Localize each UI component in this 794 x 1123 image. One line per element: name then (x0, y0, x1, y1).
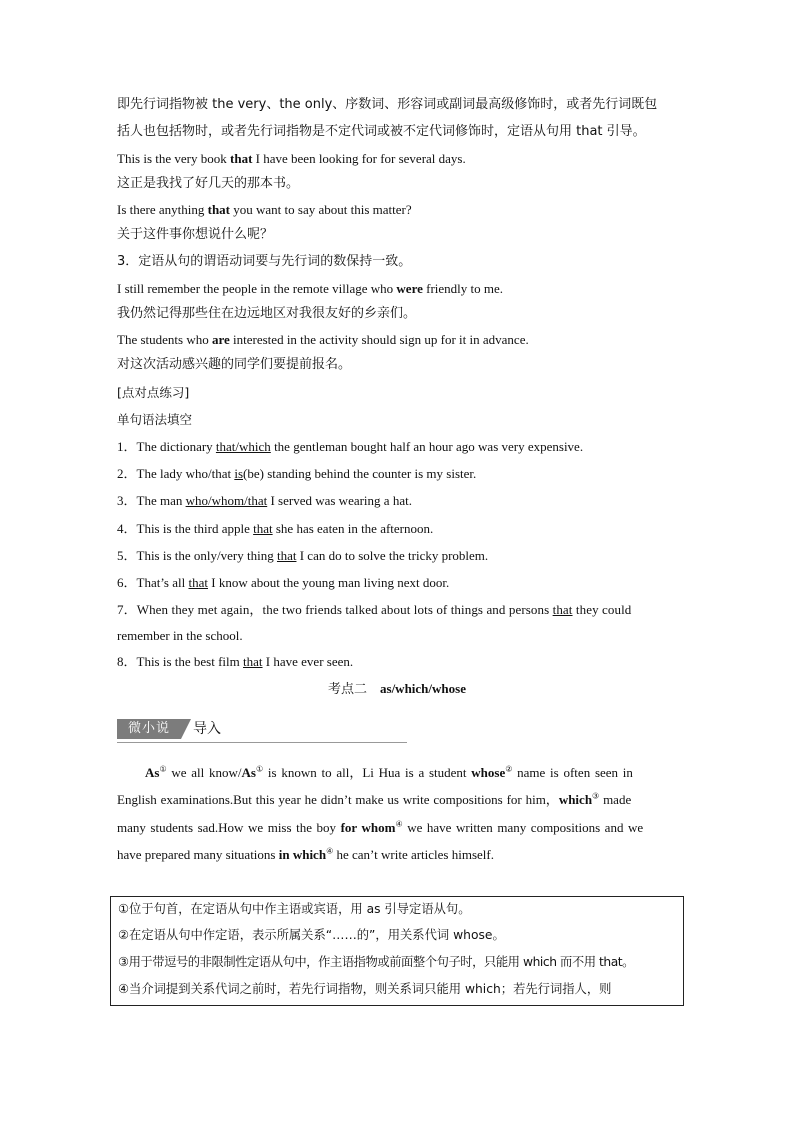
story-line: many students sad.How we miss the boy for whom④ we have written many compositions and we (117, 819, 644, 835)
banner-underline (117, 742, 407, 743)
answer-blank: that (188, 575, 208, 590)
banner-arrow (181, 719, 191, 739)
notes-box (110, 896, 684, 1006)
answer-blank: that (276, 548, 297, 563)
exercise-item: 8．This is the best film that I have ever seen. (117, 654, 354, 669)
banner-label: 导入 (193, 721, 221, 737)
note-item: ③用于带逗号的非限制性定语从句中，作主语指物或前面整个句子时，只能用 which 而不用 that。 (118, 955, 635, 969)
answer-blank: that (552, 602, 573, 617)
rule-3: 3．定语从句的谓语动词要与先行词的数保持一致。 (117, 254, 412, 269)
story-line: have prepared many situations in which④ he can’t write articles himself. (117, 846, 494, 862)
example-sentence: Is there anything that you want to say about this matter? (117, 202, 412, 217)
exercise-item: 1．The dictionary that/which the gentleman bought half an hour ago was very expensive. (117, 439, 584, 454)
answer-blank: that (253, 521, 273, 536)
section-title: 考点二 as/which/whose (328, 681, 466, 697)
micro-story-banner (117, 717, 407, 743)
story-line: English examinations.But this year he didn’t make us write compositions for him，which③ made (117, 791, 632, 807)
example-translation: 对这次活动感兴趣的同学们要提前报名。 (117, 357, 352, 372)
intro-line-1: 即先行词指物被 the very、the only、序数词、形容词或副词最高级修饰时，或者先行词既包 (117, 97, 658, 112)
banner-box: 微小说 (117, 719, 181, 739)
exercise-item: 2．The lady who/that is(be) standing behind the counter is my sister. (117, 466, 477, 481)
exercise-item: 4．This is the third apple that she has eaten in the afternoon. (117, 521, 434, 536)
example-translation: 这正是我找了好几天的那本书。 (117, 176, 300, 191)
exercise-item: 5．This is the only/very thing that I can do to solve the tricky problem. (117, 548, 489, 563)
answer-blank: that/which (215, 439, 271, 454)
exercise-item: 7．When they met again，the two friends talked about lots of things and persons that they could (117, 602, 632, 617)
note-item: ①位于句首，在定语从句中作主语或宾语，用 as 引导定语从句。 (118, 902, 471, 916)
intro-line-2: 括人也包括物时，或者先行词指物是不定代词或被不定代词修饰时，定语从句用 that 引导。 (117, 124, 646, 139)
example-sentence: The students who are interested in the activity should sign up for it in advance. (117, 332, 529, 347)
example-sentence: This is the very book that I have been looking for for several days. (117, 151, 466, 166)
practice-heading: [点对点练习] (117, 385, 190, 400)
practice-subheading: 单句语法填空 (117, 412, 193, 427)
answer-blank: who/whom/that (185, 493, 268, 508)
story-line: As① we all know/As① is known to all，Li Hua is a student whose② name is often seen in (145, 764, 633, 780)
note-item: ④当介词提到关系代词之前时，若先行词指物，则关系词只能用 which；若先行词指人，则 (118, 982, 612, 996)
example-translation: 我仍然记得那些住在边远地区对我很友好的乡亲们。 (117, 306, 417, 321)
exercise-item: 3．The man who/whom/that I served was wearing a hat. (117, 493, 412, 508)
answer-blank: that (243, 654, 263, 669)
exercise-item-continuation: remember in the school. (117, 628, 243, 643)
note-item: ②在定语从句中作定语，表示所属关系“……的”，用关系代词 whose。 (118, 928, 505, 942)
example-sentence: I still remember the people in the remote village who were friendly to me. (117, 281, 504, 296)
example-translation: 关于这件事你想说什么呢？ (117, 227, 274, 242)
exercise-item: 6．That’s all that I know about the young man living next door. (117, 575, 450, 590)
answer-blank: is (234, 466, 244, 481)
